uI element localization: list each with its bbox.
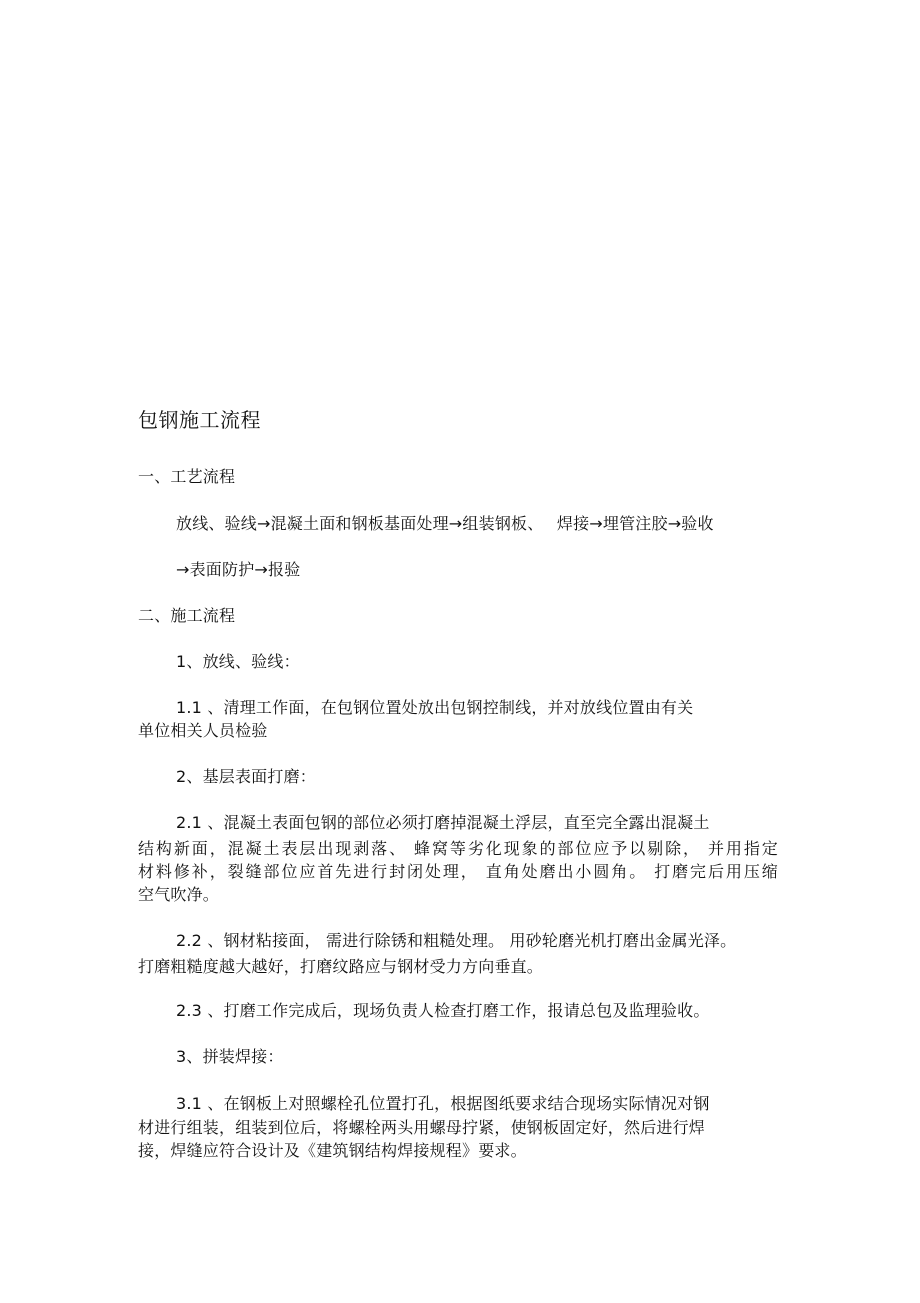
paragraph-2-3-line-1: 2.3 、打磨工作完成后，现场负责人检查打磨工作，报请总包及监理验收。 [176, 1001, 710, 1020]
paragraph-2-1-line-1: 2.1 、混凝土表面包钢的部位必须打磨掉混凝土浮层，直至完全露出混凝土 [176, 813, 710, 832]
paragraph-2-2-line-2: 打磨粗糙度越大越好，打磨纹路应与钢材受力方向垂直。 [138, 957, 544, 976]
step-heading-3: 3、拼装焊接： [176, 1047, 284, 1066]
process-flow-line-2: →表面防护→报验 [176, 560, 301, 579]
paragraph-2-1-line-3: 材料修补，裂缝部位应首先进行封闭处理， 直角处磨出小圆角。 打磨完后用压缩 [138, 862, 778, 881]
section-heading-process: 一、工艺流程 [138, 467, 236, 486]
step-heading-2: 2、基层表面打磨： [176, 767, 316, 786]
document-title: 包钢施工流程 [138, 408, 261, 432]
paragraph-2-1-line-4: 空气吹净。 [138, 885, 220, 904]
paragraph-2-1-line-2: 结构新面，混凝土表层出现剥落、 蜂窝等劣化现象的部位应予以剔除， 并用指定 [138, 839, 778, 858]
process-flow-line-1: 放线、验线→混凝土面和钢板基面处理→组装钢板、 焊接→埋管注胶→验收 [176, 514, 714, 533]
paragraph-1-1-line-1: 1.1 、清理工作面，在包钢位置处放出包钢控制线，并对放线位置由有关 [176, 698, 694, 717]
paragraph-2-2-line-1: 2.2 、钢材粘接面， 需进行除锈和粗糙处理。 用砂轮磨光机打磨出金属光泽。 [176, 931, 737, 950]
paragraph-1-1-line-2: 单位相关人员检验 [138, 721, 268, 740]
paragraph-3-1-line-1: 3.1 、在钢板上对照螺栓孔位置打孔，根据图纸要求结合现场实际情况对钢 [176, 1094, 710, 1113]
paragraph-3-1-line-2: 材进行组装，组装到位后，将螺栓两头用螺母拧紧，使钢板固定好，然后进行焊 [138, 1118, 706, 1137]
step-heading-1: 1、放线、验线： [176, 652, 300, 671]
paragraph-3-1-line-3: 接，焊缝应符合设计及《建筑钢结构焊接规程》要求。 [138, 1141, 527, 1160]
section-heading-construction: 二、施工流程 [138, 606, 236, 625]
